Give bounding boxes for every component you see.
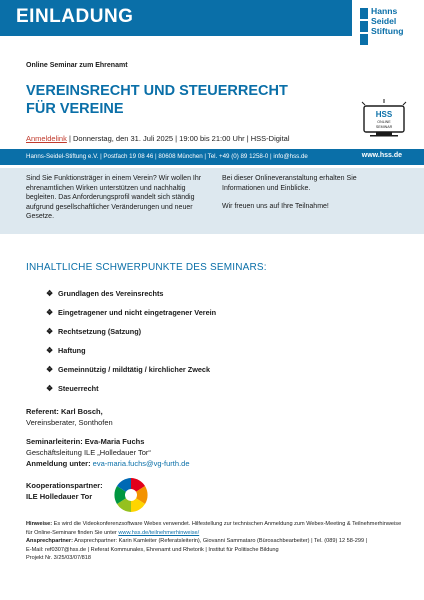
info-text-left: Sind Sie Funktionsträger in einem Verein? Wir wollen Ihr ehrenamtlichen Wirken unterstützen und nachhaltig begleiten. Das Anforderungsprofil wandelt sich ständig aufgrund gesellschaftlicher Veränderungen und neuer Gesetze. bbox=[26, 175, 202, 220]
logo-line-1: Hanns bbox=[371, 6, 398, 16]
ile-holledauer-tor-logo bbox=[110, 475, 152, 515]
topics-heading: INHALTLICHE SCHWERPUNKTE DES SEMINARS: bbox=[26, 262, 267, 273]
logo-line-3: Stiftung bbox=[371, 26, 404, 36]
event-date-text: | Donnerstag, den 31. Juli 2025 | 19:00 bis 21:00 Uhr | HSS-Digital bbox=[66, 134, 290, 143]
logo-line-2: Seidel bbox=[371, 16, 397, 26]
event-title bbox=[26, 82, 346, 118]
topic-label: Rechtsetzung (Satzung) bbox=[58, 327, 142, 336]
topic-label: Gemeinnützig / mildtätig / kirchlicher Zweck bbox=[58, 365, 211, 374]
info-right-paragraph-2: Wir freuen uns auf Ihre Teilnahme! bbox=[222, 203, 329, 210]
logo-text bbox=[371, 6, 403, 36]
event-subtitle: Online Seminar zum Ehrenamt bbox=[26, 62, 128, 69]
topics-list bbox=[46, 289, 216, 403]
footer-ansprech-label: Ansprechpartner: bbox=[26, 538, 73, 544]
footer bbox=[26, 520, 406, 563]
topic-item bbox=[46, 346, 216, 365]
seminar-lead-block bbox=[26, 436, 190, 469]
event-title-line-2: FÜR VEREINE bbox=[26, 101, 124, 117]
logo-mark-icon bbox=[360, 8, 368, 46]
topic-item bbox=[46, 308, 216, 327]
event-date-line bbox=[26, 134, 290, 143]
footer-hinweise-link[interactable]: www.hss.de/teilnehmerhinweise/ bbox=[118, 529, 200, 536]
topic-item bbox=[46, 384, 216, 403]
registration-link[interactable]: Anmeldelink bbox=[26, 134, 67, 143]
hss-icon-label-2: ONLINE bbox=[377, 120, 391, 124]
diamond-bullet-icon: ❖ bbox=[46, 365, 54, 374]
diamond-bullet-icon: ❖ bbox=[46, 327, 54, 336]
hanns-seidel-stiftung-logo bbox=[360, 6, 418, 50]
footer-project: Projekt Nr. 3/25/03/07/818 bbox=[26, 555, 91, 561]
info-text-right bbox=[222, 174, 398, 212]
hss-online-seminar-icon bbox=[356, 98, 412, 144]
hss-icon-label-3: SEMINAR bbox=[375, 125, 393, 129]
referent-role: Vereinsberater, Sonthofen bbox=[26, 418, 113, 427]
topic-label: Grundlagen des Vereinsrechts bbox=[58, 289, 164, 298]
footer-hinweise bbox=[26, 520, 406, 537]
info-right-paragraph-1: Bei dieser Onlineveranstaltung erhalten Sie Informationen und Einblicke. bbox=[222, 175, 357, 192]
seminar-lead-name: Seminarleiterin: Eva-Maria Fuchs bbox=[26, 437, 145, 446]
topic-item bbox=[46, 365, 216, 384]
topic-label: Eingetragener und nicht eingetragener Verein bbox=[58, 308, 217, 317]
topic-item bbox=[46, 327, 216, 346]
header-bar bbox=[0, 0, 352, 36]
registration-email-link[interactable]: eva-maria.fuchs@vg-furth.de bbox=[92, 459, 190, 468]
contact-text: Hanns-Seidel-Stiftung e.V. | Postfach 19 08 46 | 80608 München | Tel. +49 (0) 89 1258-0 | info@hss.de bbox=[26, 153, 308, 160]
referent-name: Referent: Karl Bosch, bbox=[26, 407, 103, 416]
registration-label: Anmeldung unter: bbox=[26, 459, 93, 468]
diamond-bullet-icon: ❖ bbox=[46, 384, 54, 393]
referent-block bbox=[26, 406, 113, 428]
info-box bbox=[0, 168, 424, 234]
footer-ansprech bbox=[26, 537, 406, 546]
diamond-bullet-icon: ❖ bbox=[46, 289, 54, 298]
diamond-bullet-icon: ❖ bbox=[46, 308, 54, 317]
topic-label: Haftung bbox=[58, 346, 86, 355]
footer-hinweise-text: Es wird die Videokonferenzsoftware Webex verwendet. Hilfestellung zur technischen Anmeldung zum Webex-Meeting & Teilnehmerhinweise für Online-Seminare finden Sie unter bbox=[26, 521, 402, 536]
diamond-bullet-icon: ❖ bbox=[46, 346, 54, 355]
contact-bar bbox=[0, 149, 424, 165]
hss-icon-label-1: HSS bbox=[375, 110, 393, 119]
topic-item bbox=[46, 289, 216, 308]
footer-hinweise-label: Hinweise: bbox=[26, 521, 53, 527]
partner-name: ILE Holledauer Tor bbox=[26, 492, 93, 501]
footer-ansprech-text: Ansprechpartner: Karin Kamleiter (Referatsleiterin), Giovanni Sammataro (Bürosachbearbeiter) | Tel. (089) 12 58-299 | bbox=[72, 538, 368, 544]
website-link[interactable]: www.hss.de bbox=[361, 152, 402, 159]
footer-email-line: E-Mail: ref0307@hss.de | Referat Kommunales, Ehrenamt und Rhetorik | Institut für Politische Bildung bbox=[26, 546, 279, 553]
partner-block bbox=[26, 480, 103, 502]
seminar-lead-role: Geschäftsleitung ILE „Holledauer Tor“ bbox=[26, 448, 151, 457]
topic-label: Steuerrecht bbox=[58, 384, 99, 393]
header-title: EINLADUNG bbox=[16, 6, 134, 27]
partner-label: Kooperationspartner: bbox=[26, 481, 103, 490]
event-title-line-1: VEREINSRECHT UND STEUERRECHT bbox=[26, 83, 288, 99]
